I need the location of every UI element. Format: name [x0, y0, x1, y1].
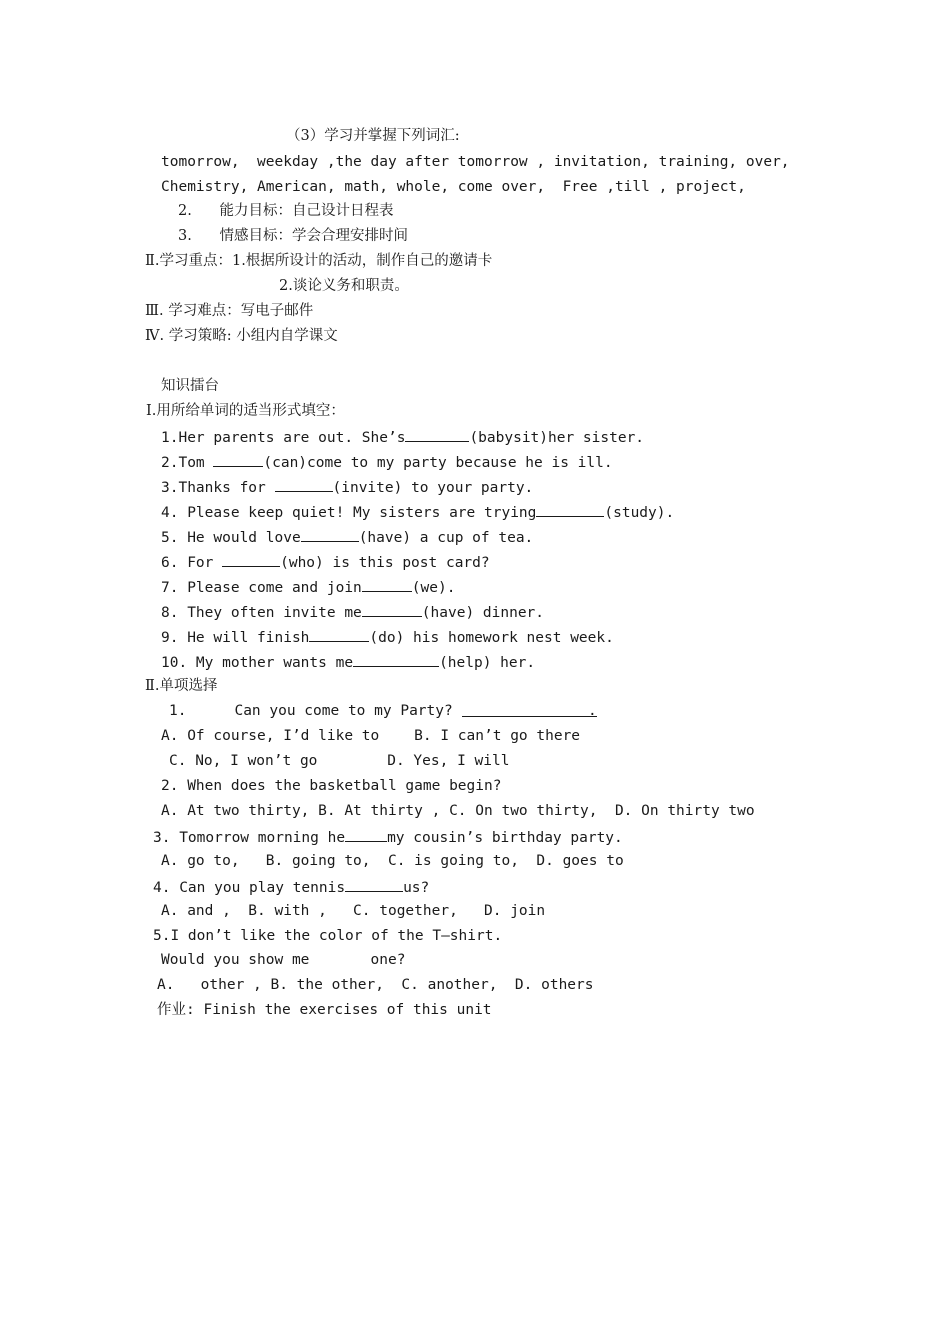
- fill-in-item-6: [161, 551, 490, 571]
- question-4: [153, 876, 429, 896]
- answer-blank[interactable]: [345, 826, 387, 842]
- question-text: 4. Can you play tennis: [153, 880, 346, 896]
- question-2: 2. When does the basketball game begin?: [161, 778, 502, 794]
- question-text: Can you come to my Party?: [234, 703, 453, 719]
- item-text: 9. He will finish: [161, 630, 310, 646]
- section-title: 知识擂台: [161, 378, 219, 394]
- item-text: 8. They often invite me: [161, 605, 362, 621]
- answer-blank[interactable]: [345, 876, 403, 892]
- question-1-options-a: A. Of course, I’d like to B. I can’t go there: [161, 728, 581, 744]
- difficulty-line: Ⅲ. 学习难点：写电子邮件: [145, 303, 314, 319]
- question-1: [169, 701, 597, 721]
- item-text: 1.Her parents are out. She’s: [161, 430, 406, 446]
- vocab-heading: （3）学习并掌握下列词汇:: [286, 128, 460, 144]
- question-3: [153, 826, 623, 846]
- ability-goal: 2. 能力目标：自己设计日程表: [178, 203, 394, 219]
- item-hint: (babysit)her sister.: [469, 430, 645, 446]
- item-hint: (who) is this post card?: [280, 555, 490, 571]
- strategy-line: Ⅳ. 学习策略: 小组内自学课文: [145, 328, 338, 344]
- item-hint: (help) her.: [439, 655, 536, 671]
- fill-in-item-9: [161, 626, 614, 646]
- item-hint: (we).: [411, 580, 456, 596]
- item-hint: (can)come to my party because he is ill.: [263, 455, 613, 471]
- answer-blank[interactable]: [405, 426, 469, 442]
- answer-blank[interactable]: [353, 651, 439, 667]
- question-text-end: my cousin’s birthday party.: [387, 830, 623, 846]
- fill-in-item-1: [161, 426, 644, 446]
- fill-in-item-5: [161, 526, 533, 546]
- question-1-options-b: C. No, I won’t go D. Yes, I will: [169, 753, 510, 769]
- answer-blank[interactable]: [536, 501, 604, 517]
- fill-in-item-2: [161, 451, 613, 471]
- item-text: 4. Please keep quiet! My sisters are trying: [161, 505, 537, 521]
- item-text: 10. My mother wants me: [161, 655, 354, 671]
- question-5-options: A. other , B. the other, C. another, D. others: [157, 977, 594, 993]
- multiple-choice-heading: Ⅱ.单项选择: [145, 678, 218, 694]
- answer-blank[interactable]: [362, 576, 412, 592]
- vocab-line-2: Chemistry, American, math, whole, come over, Free ,till , project,: [161, 179, 746, 195]
- answer-blank[interactable]: [301, 526, 359, 542]
- question-text-end: us?: [403, 880, 430, 896]
- item-hint: (invite) to your party.: [332, 480, 534, 496]
- fill-in-item-3: [161, 476, 533, 496]
- answer-blank[interactable]: [362, 601, 422, 617]
- question-2-options: A. At two thirty, B. At thirty , C. On two thirty, D. On thirty two: [161, 803, 755, 819]
- item-text: 5. He would love: [161, 530, 301, 546]
- item-text: 7. Please come and join: [161, 580, 362, 596]
- fill-in-item-4: [161, 501, 674, 521]
- answer-blank[interactable]: [275, 476, 333, 492]
- question-5-line-2: Would you show me one?: [161, 952, 406, 968]
- question-number: 1.: [169, 703, 187, 719]
- question-text: 3. Tomorrow morning he: [153, 830, 346, 846]
- answer-blank[interactable]: [213, 451, 263, 467]
- key-points-line-1: Ⅱ.学习重点：1.根据所设计的活动，制作自己的邀请卡: [145, 253, 493, 269]
- item-hint: (do) his homework nest week.: [369, 630, 614, 646]
- fill-in-heading: Ⅰ.用所给单词的适当形式填空：: [146, 403, 345, 419]
- item-hint: (have) a cup of tea.: [358, 530, 534, 546]
- fill-in-item-10: [161, 651, 535, 671]
- homework-line: 作业: Finish the exercises of this unit: [157, 1002, 492, 1018]
- answer-blank[interactable]: [222, 551, 280, 567]
- answer-blank[interactable]: [309, 626, 369, 642]
- key-points-line-2: 2.谈论义务和职责。: [279, 278, 409, 294]
- item-text: 6. For: [161, 555, 223, 571]
- question-3-options: A. go to, B. going to, C. is going to, D. goes to: [161, 853, 624, 869]
- question-5-line-1: 5.I don’t like the color of the T—shirt.: [153, 928, 503, 944]
- fill-in-item-7: [161, 576, 455, 596]
- item-hint: (study).: [604, 505, 675, 521]
- fill-in-item-8: [161, 601, 544, 621]
- item-text: 3.Thanks for: [161, 480, 275, 496]
- item-text: 2.Tom: [161, 455, 214, 471]
- item-hint: (have) dinner.: [421, 605, 545, 621]
- emotion-goal: 3. 情感目标：学会合理安排时间: [178, 228, 408, 244]
- question-4-options: A. and , B. with , C. together, D. join: [161, 903, 546, 919]
- answer-blank[interactable]: .: [462, 701, 597, 717]
- vocab-line-1: tomorrow, weekday ,the day after tomorrow , invitation, training, over,: [161, 154, 790, 170]
